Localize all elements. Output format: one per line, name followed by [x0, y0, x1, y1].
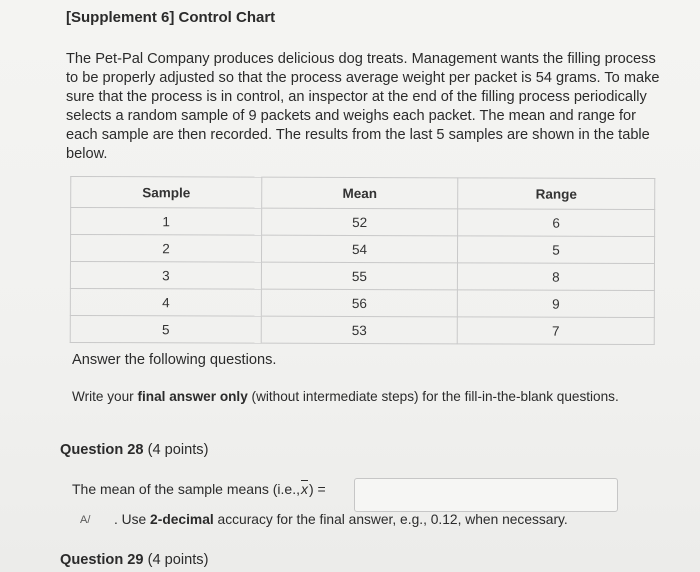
sample-cell: 2	[70, 234, 261, 262]
mean-cell: 53	[261, 316, 457, 344]
table-row	[70, 315, 654, 344]
sample-cell: 4	[70, 288, 261, 316]
instructions-text: (without intermediate steps) for the fill-in-the-blank questions.	[247, 389, 619, 404]
instructions-bold: final answer only	[137, 389, 248, 404]
answer-instruction: Answer the following questions.	[72, 352, 277, 368]
sample-cell: 3	[70, 261, 261, 289]
samples-table	[70, 176, 656, 345]
mean-cell: 55	[261, 262, 457, 290]
range-cell: 9	[457, 290, 654, 318]
range-cell: 7	[457, 317, 654, 345]
sample-cell: 5	[70, 315, 261, 343]
hint-text: accuracy for the final answer, e.g., 0.12, when necessary.	[217, 512, 568, 527]
problem-description: The Pet-Pal Company produces delicious dog treats. Management wants the filling process to be properly adjusted so that the process average weight per packet is 54 grams. To make sure that the process is in control, an inspector at the end of the filling process periodically selects a random sample of 9 packets and weighs each packet. The mean and range for each sample are then recorded. The results from the last 5 samples are shown in the table below.	[66, 51, 660, 162]
mean-cell: 52	[262, 208, 458, 236]
table-header-row	[71, 176, 655, 209]
hint-bold: 2-decimal	[150, 512, 214, 527]
range-cell: 6	[458, 209, 655, 237]
table-row	[70, 234, 654, 263]
question-29-header	[60, 552, 208, 568]
spell-check-icon[interactable]: A/	[80, 513, 91, 526]
hint-text: . Use	[114, 512, 147, 527]
mean-cell: 56	[261, 289, 457, 317]
column-header-sample: Sample	[71, 176, 262, 208]
column-header-range: Range	[458, 178, 655, 210]
prompt-text: ) =	[309, 481, 326, 497]
question-title: Question 28	[60, 442, 144, 458]
table-row	[71, 207, 655, 236]
question-points: (4 points)	[147, 442, 209, 458]
table-row	[70, 261, 654, 290]
fill-in-instructions	[72, 388, 642, 405]
x-double-bar-symbol: $\overline{x}$	[301, 481, 308, 497]
range-cell: 5	[457, 236, 654, 264]
page-title: [Supplement 6] Control Chart	[66, 9, 276, 26]
question-28-header	[60, 442, 208, 458]
prompt-text: The mean of the sample means (i.e.,	[72, 481, 300, 497]
instructions-text: Write your	[72, 389, 138, 404]
question-points: (4 points)	[147, 552, 209, 568]
sample-cell: 1	[71, 207, 262, 235]
question-28-prompt	[72, 481, 326, 497]
question-28-hint	[80, 512, 568, 527]
table-row	[70, 288, 654, 317]
mean-cell: 54	[261, 235, 457, 263]
question-title: Question 29	[60, 552, 144, 568]
question-28-answer-input[interactable]	[354, 478, 618, 512]
column-header-mean: Mean	[262, 177, 458, 209]
range-cell: 8	[457, 263, 654, 291]
